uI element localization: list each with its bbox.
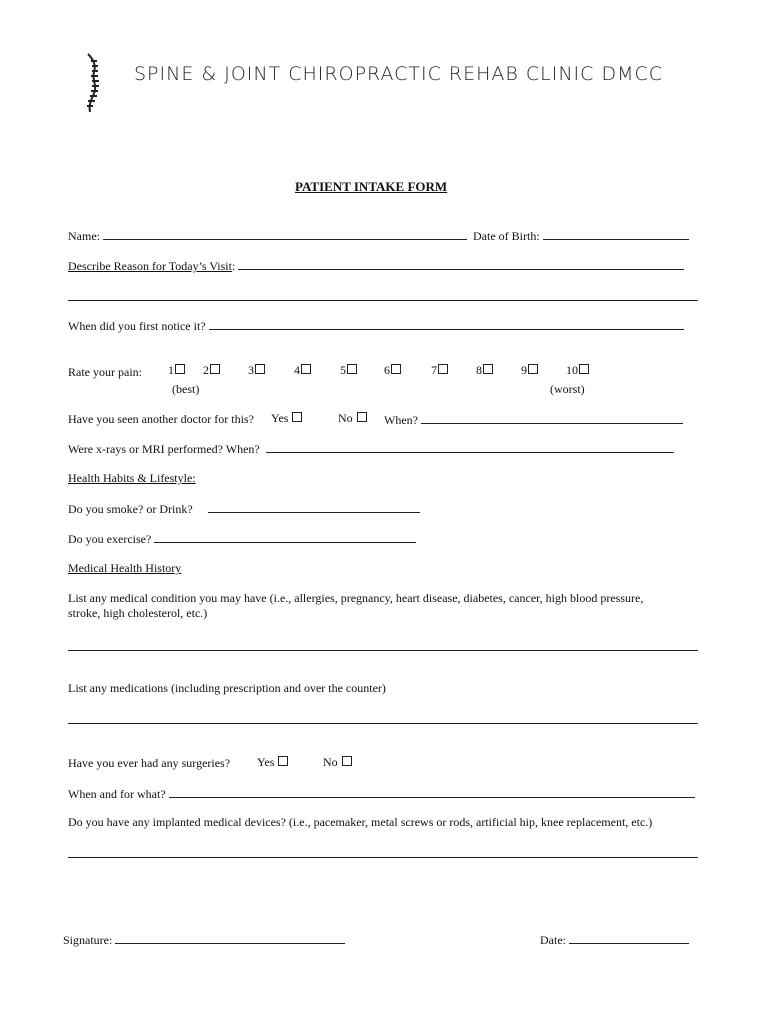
medications-label: List any medications (including prescription and over the counter) xyxy=(68,681,386,695)
date-field[interactable] xyxy=(569,932,689,944)
checkbox-icon[interactable] xyxy=(255,364,265,374)
exercise-field[interactable] xyxy=(154,531,416,543)
dob-label: Date of Birth: xyxy=(473,229,540,243)
name-field[interactable] xyxy=(103,228,467,240)
other-doctor-when-field[interactable] xyxy=(421,412,683,424)
pain-option-label: 3 xyxy=(248,363,254,377)
checkbox-icon[interactable] xyxy=(391,364,401,374)
first-notice-label: When did you first notice it? xyxy=(68,319,206,333)
smoke-field[interactable] xyxy=(208,501,420,513)
reason-field[interactable] xyxy=(238,258,684,270)
checkbox-icon[interactable] xyxy=(210,364,220,374)
reason-field-line-2[interactable] xyxy=(68,300,698,301)
when-label: When? xyxy=(384,413,418,427)
checkbox-icon[interactable] xyxy=(301,364,311,374)
xray-field[interactable] xyxy=(266,441,674,453)
pain-option-label: 6 xyxy=(384,363,390,377)
devices-label: Do you have any implanted medical devices? (i.e., pacemaker, metal screws or rods, artificial hip, knee replacement, etc.) xyxy=(68,815,653,829)
pain-option-label: 1 xyxy=(168,363,174,377)
dob-field[interactable] xyxy=(543,228,689,240)
pain-option-10[interactable] xyxy=(566,363,589,378)
form-title: PATIENT INTAKE FORM xyxy=(295,179,448,194)
name-label: Name: xyxy=(68,229,100,243)
clinic-logo xyxy=(80,52,106,118)
checkbox-icon[interactable] xyxy=(292,412,302,422)
conditions-label-2: stroke, high cholesterol, etc.) xyxy=(68,606,208,620)
surgeries-yes[interactable] xyxy=(257,755,288,770)
clinic-name: SPINE & JOINT CHIROPRACTIC REHAB CLINIC DMCC xyxy=(134,63,664,85)
xray-row xyxy=(68,441,674,457)
pain-option-label: 2 xyxy=(203,363,209,377)
yes-label: Yes xyxy=(271,411,289,425)
when-what-row xyxy=(68,786,695,802)
checkbox-icon[interactable] xyxy=(347,364,357,374)
no-label: No xyxy=(338,411,353,425)
pain-option-8[interactable] xyxy=(476,363,493,378)
signature-field[interactable] xyxy=(115,932,345,944)
checkbox-icon[interactable] xyxy=(342,756,352,766)
other-doctor-label: Have you seen another doctor for this? xyxy=(68,412,254,426)
signature-row xyxy=(63,932,345,948)
checkbox-icon[interactable] xyxy=(528,364,538,374)
pain-option-label: 7 xyxy=(431,363,437,377)
date-row xyxy=(540,932,689,948)
date-label: Date: xyxy=(540,933,566,947)
checkbox-icon[interactable] xyxy=(438,364,448,374)
conditions-field[interactable] xyxy=(68,650,698,651)
reason-colon: : xyxy=(231,259,236,273)
reason-label: Describe Reason for Today’s Visit xyxy=(68,259,232,273)
pain-option-label: 8 xyxy=(476,363,482,377)
pain-option-7[interactable] xyxy=(431,363,448,378)
yes-label: Yes xyxy=(257,755,275,769)
exercise-row xyxy=(68,531,416,547)
best-label: (best) xyxy=(172,382,200,396)
pain-option-9[interactable] xyxy=(521,363,538,378)
smoke-row xyxy=(68,501,420,517)
rate-pain-label: Rate your pain: xyxy=(68,365,142,379)
other-doctor-yes[interactable] xyxy=(271,411,302,426)
xray-label: Were x-rays or MRI performed? When? xyxy=(68,442,260,456)
when-what-field[interactable] xyxy=(169,786,695,798)
pain-option-2[interactable] xyxy=(203,363,220,378)
pain-option-5[interactable] xyxy=(340,363,357,378)
smoke-label: Do you smoke? or Drink? xyxy=(68,502,193,516)
checkbox-icon[interactable] xyxy=(579,364,589,374)
pain-option-label: 9 xyxy=(521,363,527,377)
pain-option-label: 4 xyxy=(294,363,300,377)
surgeries-no[interactable] xyxy=(323,755,352,770)
pain-option-1[interactable] xyxy=(168,363,185,378)
devices-field[interactable] xyxy=(68,857,698,858)
checkbox-icon[interactable] xyxy=(357,412,367,422)
pain-option-3[interactable] xyxy=(248,363,265,378)
exercise-label: Do you exercise? xyxy=(68,532,152,546)
checkbox-icon[interactable] xyxy=(175,364,185,374)
checkbox-icon[interactable] xyxy=(278,756,288,766)
first-notice-field[interactable] xyxy=(209,318,684,330)
pain-option-label: 10 xyxy=(566,363,578,377)
no-label: No xyxy=(323,755,338,769)
pain-option-6[interactable] xyxy=(384,363,401,378)
other-doctor-when xyxy=(384,412,683,428)
surgeries-label: Have you ever had any surgeries? xyxy=(68,756,231,770)
other-doctor-no[interactable] xyxy=(338,411,367,426)
signature-label: Signature: xyxy=(63,933,113,947)
name-row xyxy=(68,228,689,244)
worst-label: (worst) xyxy=(550,382,585,396)
first-notice-row xyxy=(68,318,684,334)
habits-heading: Health Habits & Lifestyle: xyxy=(68,471,196,485)
reason-row xyxy=(68,258,684,274)
pain-option-label: 5 xyxy=(340,363,346,377)
spine-logo-icon xyxy=(80,52,106,114)
checkbox-icon[interactable] xyxy=(483,364,493,374)
medications-field[interactable] xyxy=(68,723,698,724)
medical-heading: Medical Health History xyxy=(68,561,182,575)
conditions-label-1: List any medical condition you may have (i.e., allergies, pregnancy, heart disease, diabetes, cancer, high blood pressure, xyxy=(68,591,644,605)
pain-option-4[interactable] xyxy=(294,363,311,378)
when-what-label: When and for what? xyxy=(68,787,166,801)
